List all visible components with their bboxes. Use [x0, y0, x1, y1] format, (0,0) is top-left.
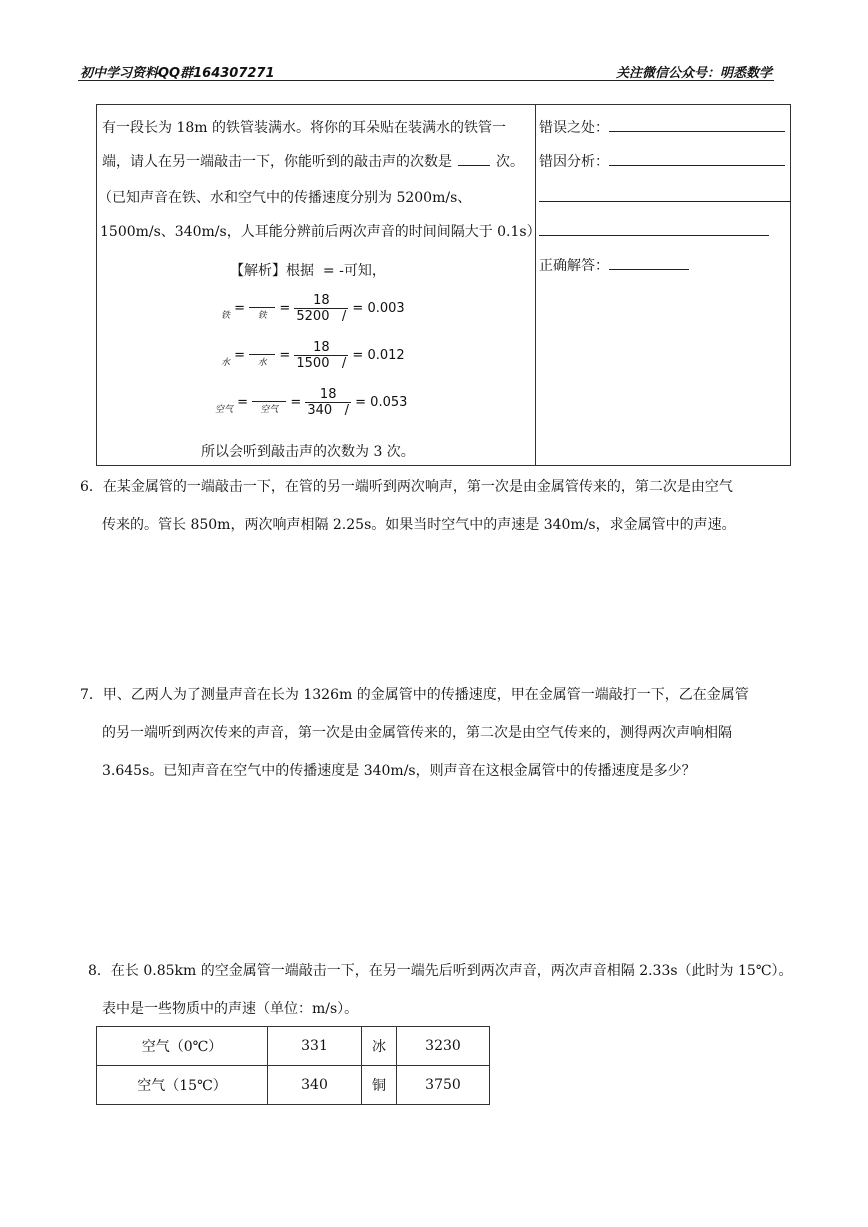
question-7 — [80, 676, 800, 790]
header-divider — [78, 80, 774, 81]
correct-label: 正确解答： — [539, 258, 609, 274]
equation-air: 空气 = 空气 = $\frac{18}{340 /}$ = 0.053 — [215, 387, 408, 418]
question-8 — [80, 952, 800, 1028]
analysis-intro-suffix: = -可知， — [322, 263, 386, 279]
cause-label: 错因分析： — [539, 154, 609, 170]
question-6-line-2: 传来的。管长 850m，两次响声相隔 2.25s。如果当时空气中的声速是 340m/s，求金属管中的声速。 — [102, 517, 736, 533]
question-7-number: 7． — [80, 687, 103, 703]
question-8-line-2: 表中是一些物质中的声速（单位：m/s）。 — [102, 1001, 359, 1017]
cause-extra-line-1 — [539, 187, 791, 206]
eq-iron-num: 18 — [294, 293, 348, 309]
table-cell: 空气（0℃） — [97, 1027, 268, 1066]
table-cell: 340 — [268, 1066, 362, 1105]
error-label: 错误之处： — [539, 120, 609, 136]
eq-water-sub: 水 — [221, 358, 231, 368]
eq-water-den-sub: 水 — [257, 358, 267, 368]
problem-line-4: 1500m/s、340m/s，人耳能分辨前后两次声音的时间间隔大于 0.1s） — [100, 224, 541, 240]
header-right-text: 关注微信公众号：明悉数学 — [615, 66, 772, 81]
correct-answer-line[interactable] — [609, 255, 689, 270]
question-6-line-1: 在某金属管的一端敲击一下，在管的另一端听到两次响声，第一次是由金属管传来的，第二次是由空气 — [102, 479, 733, 495]
eq-iron-slash: / — [341, 309, 347, 324]
eq-air-den-sub: 空气 — [260, 405, 279, 415]
question-7-line-2: 的另一端听到两次传来的声音，第一次是由金属管传来的，第二次是由空气传来的，测得两次声响相隔 — [102, 725, 732, 741]
table-cell: 空气（15℃） — [97, 1066, 268, 1105]
question-8-line-1: 在长 0.85km 的空金属管一端敲击一下，在另一端先后听到两次声音，两次声音相隔 2.33s（此时为 15℃）。 — [110, 963, 793, 979]
box-column-divider — [535, 105, 536, 465]
question-7-line-3: 3.645s。已知声音在空气中的传播速度是 340m/s，则声音在这根金属管中的传播速度是多少？ — [102, 763, 696, 779]
cause-answer-line-2[interactable] — [539, 187, 791, 202]
table-cell: 3750 — [397, 1066, 490, 1105]
problem-line-2-end: 次。 — [496, 154, 524, 170]
cause-label-row — [539, 151, 785, 171]
question-8-number: 8． — [88, 963, 111, 979]
eq-iron-den: 5200 — [296, 309, 330, 324]
eq-air-den: 340 — [307, 403, 333, 418]
error-label-row — [539, 117, 785, 137]
problem-line-1: 有一段长为 18m 的铁管装满水。将你的耳朵贴在装满水的铁管一 — [102, 120, 506, 136]
cause-extra-line-2 — [539, 221, 769, 240]
eq-air-sub: 空气 — [215, 405, 234, 415]
eq-water-slash: / — [341, 356, 347, 371]
analysis-conclusion: 所以会听到敲击声的次数为 3 次。 — [201, 444, 415, 460]
eq-air-result: = 0.053 — [355, 395, 408, 410]
eq-water-num: 18 — [294, 340, 348, 356]
problem-line-2-text: 端，请人在另一端敲击一下，你能听到的敲击声的次数是 — [102, 154, 452, 170]
header-left-text: 初中学习资料QQ群164307271 — [80, 66, 275, 81]
table-cell: 冰 — [362, 1027, 397, 1066]
eq-water-den: 1500 — [296, 356, 330, 371]
table-row — [97, 1066, 490, 1105]
problem-line-2 — [102, 151, 524, 171]
correct-label-row — [539, 255, 689, 275]
question-6 — [80, 468, 800, 544]
cause-answer-line[interactable] — [609, 151, 785, 166]
table-row — [97, 1027, 490, 1066]
question-7-line-1: 甲、乙两人为了测量声音在长为 1326m 的金属管中的传播速度，甲在金属管一端敲打一下，乙在金属管 — [102, 687, 749, 703]
eq-air-slash: / — [344, 403, 350, 418]
table-cell: 3230 — [397, 1027, 490, 1066]
eq-iron-result: = 0.003 — [352, 301, 405, 316]
equation-iron: 铁 = 铁 = $\frac{18}{5200 /}$ = 0.003 — [221, 293, 405, 324]
answer-blank[interactable] — [458, 151, 490, 166]
problem-line-3: （已知声音在铁、水和空气中的传播速度分别为 5200m/s、 — [98, 190, 472, 206]
eq-iron-den-sub: 铁 — [257, 311, 267, 321]
eq-water-result: = 0.012 — [352, 348, 405, 363]
table-cell: 331 — [268, 1027, 362, 1066]
equation-water: 水 = 水 = $\frac{18}{1500 /}$ = 0.012 — [221, 340, 405, 371]
error-analysis-box — [96, 104, 791, 466]
question-6-number: 6． — [80, 479, 103, 495]
eq-air-num: 18 — [305, 387, 351, 403]
sound-speed-table — [96, 1026, 490, 1105]
analysis-intro-text: 【解析】根据 — [230, 263, 314, 279]
eq-iron-sub: 铁 — [221, 311, 231, 321]
cause-answer-line-3[interactable] — [539, 221, 769, 236]
table-cell: 铜 — [362, 1066, 397, 1105]
error-answer-line[interactable] — [609, 117, 785, 132]
analysis-intro — [230, 260, 386, 280]
